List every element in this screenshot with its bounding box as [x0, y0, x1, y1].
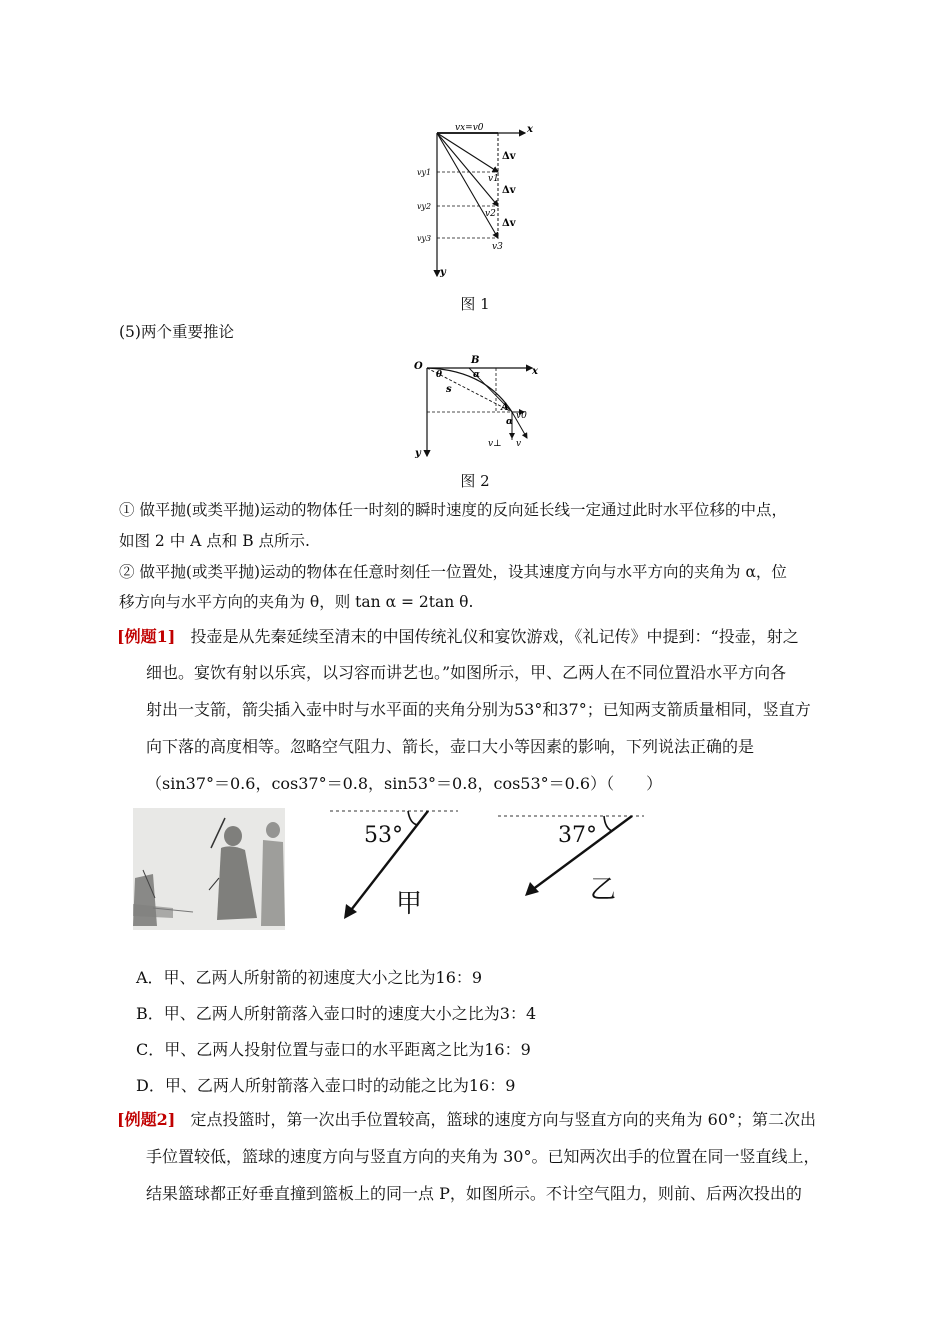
section-5-title: (5)两个重要推论	[119, 323, 234, 341]
figure-2-caption: 图 2	[460, 472, 490, 490]
fig1-label-y: y	[440, 267, 446, 278]
option-d: D．甲、乙两人所射箭落入壶口时的动能之比为16：9	[136, 1076, 516, 1095]
fig2-label-A: A	[501, 402, 509, 413]
fig2-label-theta: θ	[436, 370, 443, 380]
example-1-line-4: 向下落的高度相等。忽略空气阻力、箭长，壶口大小等因素的影响，下列说法正确的是	[146, 737, 755, 756]
example-1-line-3: 射出一支箭，箭尖插入壶中时与水平面的夹角分别为53°和37°；已知两支箭质量相同，竖直方	[146, 700, 811, 719]
conclusion-1-line-2: 如图 2 中 A 点和 B 点所示.	[119, 532, 310, 550]
example-1-text-1: 投壶是从先秦延续至清末的中国传统礼仪和宴饮游戏，《礼记传》中提到：“投壶，射之	[190, 627, 799, 646]
fig2-label-v: v	[516, 439, 522, 449]
option-c: C．甲、乙两人投射位置与壶口的水平距离之比为16：9	[136, 1040, 531, 1059]
fig2-label-alpha2: α	[506, 417, 513, 427]
fig1-label-x: x	[527, 124, 533, 135]
option-b: B．甲、乙两人所射箭落入壶口时的速度大小之比为3：4	[136, 1004, 537, 1023]
yi-arrow-diagram	[498, 808, 648, 903]
fig2-label-s: s	[446, 384, 452, 395]
fig2-label-B: B	[471, 355, 480, 366]
fig2-label-vperp: v⊥	[488, 439, 502, 449]
fig1-label-v3: v3	[492, 242, 503, 252]
example-2-line-2: 手位置较低，篮球的速度方向与竖直方向的夹角为 30°。已知两次出手的位置在同一竖直线上，	[146, 1147, 820, 1166]
example-2-line-3: 结果篮球都正好垂直撞到篮板上的同一点 P，如图所示。不计空气阻力，则前、后两次投出的	[146, 1184, 802, 1203]
yi-angle-label: 37°	[558, 823, 597, 848]
example-2-line-1	[117, 1110, 816, 1130]
fig1-label-vy2: vy2	[417, 202, 432, 211]
fig2-label-x: x	[532, 366, 538, 377]
jia-angle-label: 53°	[364, 823, 403, 848]
example-2-text-1: 定点投篮时，第一次出手位置较高，篮球的速度方向与竖直方向的夹角为 60°；第二次出	[190, 1110, 816, 1129]
fig2-label-v0: v0	[516, 411, 527, 421]
conclusion-1-line-1: ① 做平抛(或类平抛)运动的物体任一时刻的瞬时速度的反向延长线一定通过此时水平位移的中点，	[119, 501, 788, 519]
fig2-label-y: y	[415, 448, 421, 459]
figure-1-velocity-diagram	[415, 118, 540, 280]
example-1-tag: [例题1]	[117, 627, 176, 646]
fig1-label-vy1: vy1	[417, 168, 432, 177]
fig1-label-v2: v2	[485, 209, 496, 219]
example-1-line-1	[117, 627, 799, 647]
fig1-label-dv3: Δv	[502, 218, 516, 229]
example-1-line-2: 细也。宴饮有射以乐宾，以习容而讲艺也。”如图所示，甲、乙两人在不同位置沿水平方向各	[146, 663, 787, 682]
fig2-label-alpha: α	[473, 370, 480, 380]
fig2-label-O: O	[414, 361, 423, 372]
jia-label: 甲	[396, 889, 423, 919]
fig1-label-dv2: Δv	[502, 185, 516, 196]
conclusion-2-line-2: 移方向与水平方向的夹角为 θ，则 tan α = 2tan θ.	[119, 593, 474, 611]
conclusion-2-line-1: ② 做平抛(或类平抛)运动的物体在任意时刻任一位置处，设其速度方向与水平方向的夹角为 α，位	[119, 563, 787, 581]
fig1-label-vx: vx=v0	[455, 123, 484, 133]
touhu-illustration-image	[133, 808, 285, 930]
fig1-label-vy3: vy3	[417, 234, 432, 243]
yi-label: 乙	[590, 875, 617, 903]
example-1-line-5: （sin37°＝0.6，cos37°＝0.8，sin53°＝0.8，cos53°＝0.6）（ ）	[146, 774, 663, 793]
jia-arrow-diagram	[330, 808, 460, 923]
figure-2-trajectory-diagram	[410, 350, 545, 460]
figure-1-caption: 图 1	[460, 295, 490, 313]
fig1-label-v1: v1	[488, 174, 499, 184]
fig1-label-dv1: Δv	[502, 151, 516, 162]
example-2-tag: [例题2]	[117, 1110, 176, 1129]
option-a: A．甲、乙两人所射箭的初速度大小之比为16：9	[136, 968, 483, 987]
